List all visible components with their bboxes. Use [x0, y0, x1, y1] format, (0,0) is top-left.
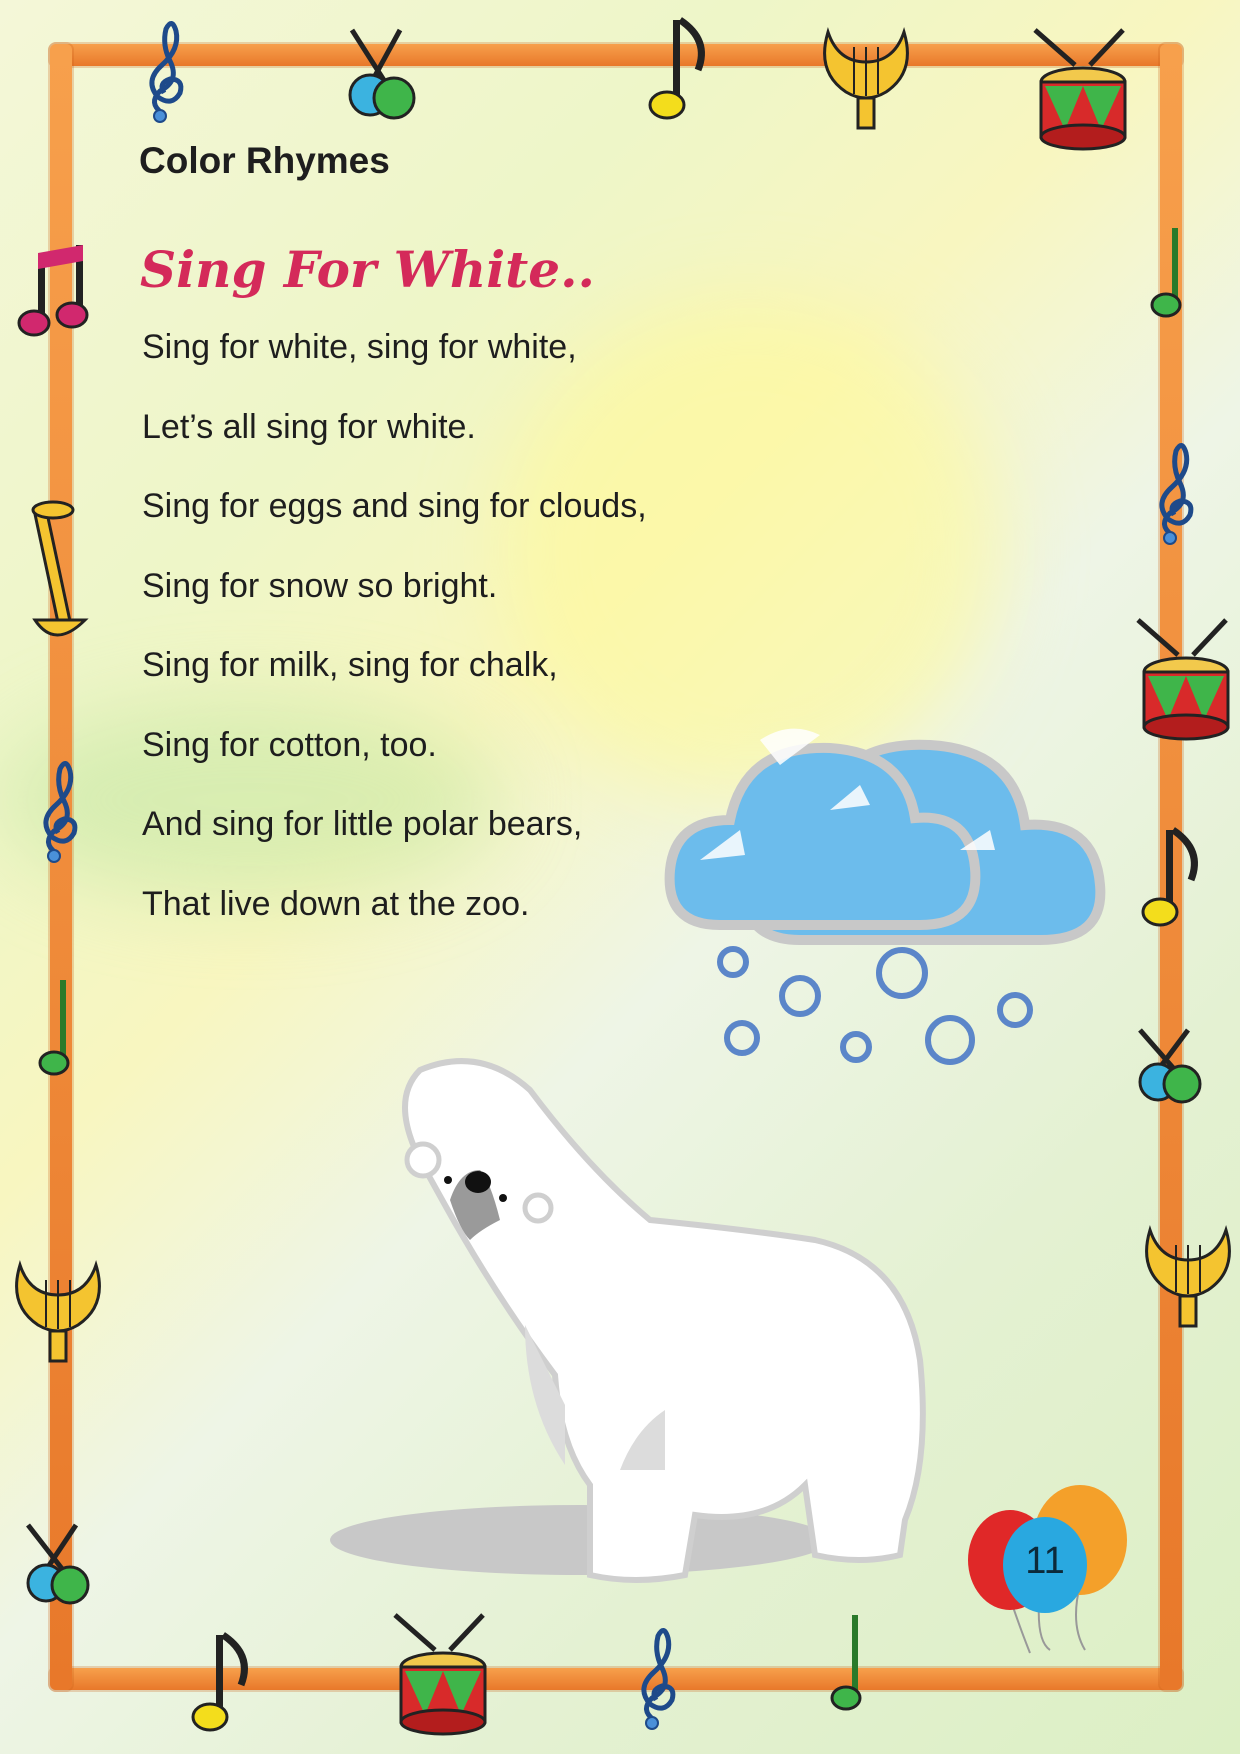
poem-line: And sing for little polar bears,	[142, 805, 583, 843]
poem-line: Sing for eggs and sing for clouds,	[142, 487, 647, 525]
book-section-header: Color Rhymes	[139, 140, 390, 181]
treble-clef-icon	[152, 23, 181, 122]
treble-clef-icon	[1162, 445, 1191, 544]
drum-icon	[395, 1615, 485, 1734]
poem-line: Sing for snow so bright.	[142, 566, 498, 605]
page-number: 11	[1025, 1540, 1065, 1582]
music-note-icon	[1143, 830, 1194, 925]
drum-icon	[1035, 30, 1125, 149]
snow-cloud-illustration	[670, 729, 1101, 1062]
maracas-icon	[350, 30, 414, 118]
music-note-icon	[832, 1615, 860, 1709]
lyre-icon	[1147, 1230, 1230, 1326]
poem-line: That live down at the zoo.	[142, 884, 530, 923]
trumpet-icon	[33, 502, 85, 635]
drum-icon	[1138, 620, 1228, 739]
poem-line: Sing for milk, sing for chalk,	[142, 646, 558, 684]
poem	[142, 327, 647, 963]
music-note-icon	[40, 980, 68, 1074]
rhyme-title: Sing For White..	[140, 240, 595, 299]
treble-clef-icon	[644, 1630, 673, 1729]
poem-line: Let’s all sing for white.	[142, 407, 476, 446]
maracas-icon	[28, 1525, 88, 1603]
maracas-icon	[1140, 1030, 1200, 1102]
music-note-icon	[1152, 228, 1180, 316]
poem-line: Sing for white, sing for white,	[142, 328, 577, 366]
polar-bear-illustration	[330, 1061, 923, 1580]
music-note-icon	[650, 20, 701, 118]
double-music-note-icon	[19, 245, 87, 335]
lyre-icon	[17, 1265, 100, 1361]
poem-line: Sing for cotton, too.	[142, 725, 437, 764]
treble-clef-icon	[46, 763, 75, 862]
music-note-icon	[193, 1635, 244, 1730]
lyre-icon	[825, 32, 908, 128]
